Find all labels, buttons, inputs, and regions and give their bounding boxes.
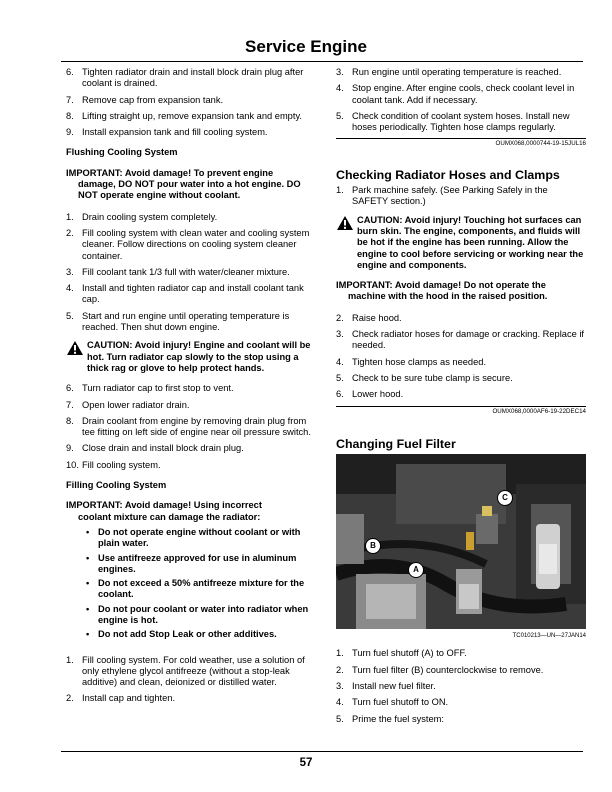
list-item <box>66 228 318 262</box>
bullet-text: Do not exceed a 50% antifreeze mixture for the coolant. <box>98 578 305 600</box>
important-line-2: machine with the hood in the raised position. <box>348 291 548 302</box>
caution-text: CAUTION: Avoid injury! Engine and coolant will be hot. Turn radiator cap slowly to the stop using a thick rag or glove to help protect hands. <box>87 340 311 373</box>
header-rule <box>61 61 583 62</box>
list-item <box>66 400 318 411</box>
bullet-icon: • <box>86 629 90 640</box>
left-column <box>66 67 318 710</box>
step-text: Tighten radiator drain and install block drain plug after coolant is drained. <box>82 67 304 89</box>
step-text: Turn fuel shutoff (A) to OFF. <box>352 648 467 659</box>
list-item <box>336 357 586 368</box>
step-number: 6. <box>66 383 74 394</box>
hoses-steps-b <box>336 313 586 401</box>
list-item <box>336 389 586 400</box>
list-item <box>336 373 586 384</box>
step-number: 3. <box>336 681 344 692</box>
step-number: 3. <box>66 266 74 277</box>
warning-icon <box>336 215 354 271</box>
step-text: Fill cooling system with clean water and cooling system cleaner. Follow directions on cooling system cleaner container. <box>82 227 310 261</box>
bullet-item <box>86 553 318 576</box>
step-text: Park machine safely. (See Parking Safely in the SAFETY section.) <box>352 185 548 207</box>
list-item <box>336 648 586 659</box>
list-item <box>336 111 586 134</box>
bullet-item <box>86 578 318 601</box>
list-item <box>66 95 318 106</box>
step-number: 2. <box>336 312 344 323</box>
list-item <box>66 311 318 334</box>
step-number: 5. <box>336 372 344 383</box>
step-text: Prime the fuel system: <box>352 713 444 724</box>
list-item <box>336 665 586 676</box>
step-text: Drain coolant from engine by removing drain plug from tee fitting on left side of engine near oil pressure switch. <box>82 415 311 438</box>
step-text: Lower hood. <box>352 389 404 400</box>
callout-b: B <box>365 538 381 554</box>
step-text: Turn fuel shutoff to ON. <box>352 697 449 708</box>
step-number: 2. <box>66 693 74 704</box>
step-text: Check condition of coolant system hoses. Install new hoses periodically. Tighten hose clamps regularly. <box>352 110 570 133</box>
step-text: Check radiator hoses for damage or cracking. Replace if needed. <box>352 329 585 351</box>
bullet-icon: • <box>86 526 90 537</box>
step-text: Fill coolant tank 1/3 full with water/cleaner mixture. <box>82 266 290 277</box>
step-number: 10. <box>66 459 79 470</box>
hoses-steps-a <box>336 185 586 208</box>
important-line-1: IMPORTANT: Avoid damage! Do not operate the <box>336 280 546 291</box>
list-item <box>336 681 586 692</box>
caution-hot-coolant <box>66 340 318 374</box>
step-number: 6. <box>336 389 344 400</box>
list-item <box>336 697 586 708</box>
bullet-text: Do not add Stop Leak or other additives. <box>98 629 277 640</box>
step-text: Remove cap from expansion tank. <box>82 94 224 105</box>
step-number: 8. <box>66 415 74 426</box>
step-text: Drain cooling system completely. <box>82 211 218 222</box>
left-steps-d <box>66 655 318 705</box>
step-number: 9. <box>66 443 74 454</box>
page-title: Service Engine <box>245 37 367 56</box>
step-text: Raise hood. <box>352 312 402 323</box>
step-text: Install and tighten radiator cap and install coolant tank cap. <box>82 283 304 305</box>
list-item <box>336 185 586 208</box>
step-text: Lifting straight up, remove expansion tank and empty. <box>82 110 302 121</box>
callout-c: C <box>497 490 513 506</box>
page-number: 57 <box>299 757 313 769</box>
caution-hot-surfaces <box>336 215 586 271</box>
bullet-item <box>86 604 318 627</box>
bullet-icon: • <box>86 603 90 614</box>
step-number: 2. <box>66 227 74 238</box>
step-number: 1. <box>66 211 74 222</box>
list-item <box>66 460 318 471</box>
hoses-heading: Checking Radiator Hoses and Clamps <box>336 167 560 182</box>
right-column <box>336 67 586 730</box>
list-item <box>66 283 318 306</box>
list-item <box>336 313 586 324</box>
step-number: 1. <box>66 654 74 665</box>
right-steps-a <box>336 67 586 133</box>
list-item <box>66 267 318 278</box>
step-number: 2. <box>336 664 344 675</box>
step-number: 8. <box>66 110 74 121</box>
step-text: Install new fuel filter. <box>352 681 436 692</box>
step-text: Install expansion tank and fill cooling system. <box>82 127 268 138</box>
step-text: Fill cooling system. <box>82 459 161 470</box>
list-item <box>66 693 318 704</box>
list-item <box>336 714 586 725</box>
flushing-heading: Flushing Cooling System <box>66 147 178 158</box>
step-text: Start and run engine until operating temperature is reached. Then shut down engine. <box>82 310 290 333</box>
flushing-important <box>66 168 318 202</box>
list-item <box>336 67 586 78</box>
filling-heading: Filling Cooling System <box>66 480 167 491</box>
step-text: Open lower radiator drain. <box>82 399 190 410</box>
warning-icon <box>66 340 84 374</box>
list-item <box>66 443 318 454</box>
list-item <box>336 329 586 352</box>
fuel-filter-photo <box>336 454 586 629</box>
step-number: 5. <box>66 310 74 321</box>
step-text: Run engine until operating temperature is reached. <box>352 67 562 77</box>
bullet-text: Do not operate engine without coolant or with plain water. <box>98 526 301 549</box>
step-number: 4. <box>336 697 344 708</box>
list-item <box>66 416 318 439</box>
list-item <box>66 212 318 223</box>
fuel-steps <box>336 648 586 724</box>
step-number: 3. <box>336 329 344 340</box>
step-number: 6. <box>66 67 74 77</box>
bullet-text: Use antifreeze approved for use in aluminum engines. <box>98 552 297 574</box>
step-number: 7. <box>66 399 74 410</box>
bullet-icon: • <box>86 552 90 563</box>
step-number: 1. <box>336 648 344 659</box>
step-text: Fill cooling system. For cold weather, use a solution of only ethylene glycol antifreeze (without a stop-leak additive) and clean, deionized or distilled water. <box>82 654 305 688</box>
step-text: Tighten hose clamps as needed. <box>352 356 487 367</box>
left-steps-b <box>66 212 318 334</box>
step-number: 4. <box>66 283 74 294</box>
important-line-1: IMPORTANT: Avoid damage! To prevent engine <box>66 167 274 178</box>
step-number: 4. <box>336 83 344 94</box>
footer-rule <box>61 751 583 752</box>
callout-a: A <box>408 562 424 578</box>
list-item <box>66 655 318 689</box>
list-item <box>66 111 318 122</box>
bullet-text: Do not pour coolant or water into radiator when engine is hot. <box>98 603 309 625</box>
step-text: Turn fuel filter (B) counterclockwise to remove. <box>352 664 544 675</box>
step-number: 3. <box>336 67 344 77</box>
step-text: Turn radiator cap to first stop to vent. <box>82 383 234 394</box>
fuel-heading: Changing Fuel Filter <box>336 436 456 451</box>
step-text: Check to be sure tube clamp is secure. <box>352 372 513 383</box>
hoses-important <box>336 280 586 303</box>
filling-bullets <box>66 527 318 641</box>
list-item <box>66 127 318 138</box>
step-number: 9. <box>66 127 74 138</box>
step-text: Close drain and install block drain plug. <box>82 443 244 454</box>
important-line-2: damage, DO NOT pour water into a hot engine. DO NOT operate engine without coolant. <box>78 179 301 201</box>
step-number: 1. <box>336 185 344 196</box>
step-text: Install cap and tighten. <box>82 693 176 704</box>
bullet-icon: • <box>86 578 90 589</box>
list-item <box>336 83 586 106</box>
filling-important <box>66 500 318 523</box>
bullet-item <box>86 629 318 640</box>
step-text: Stop engine. After engine cools, check coolant level in coolant tank. Add if necessary. <box>352 83 575 105</box>
list-item <box>66 67 318 90</box>
list-item <box>66 383 318 394</box>
photo-reference-code: TC010213—UN—27JAN14 <box>512 633 586 640</box>
important-line-1: IMPORTANT: Avoid damage! Using incorrect <box>66 500 262 511</box>
step-number: 5. <box>336 713 344 724</box>
reference-code: OUMX068,0000AF6-19-22DEC14 <box>492 407 586 415</box>
left-steps-c <box>66 383 318 471</box>
step-number: 4. <box>336 356 344 367</box>
reference-code: OUMX068,0000744-19-15JUL16 <box>495 140 586 148</box>
step-number: 5. <box>336 110 344 121</box>
caution-text: CAUTION: Avoid injury! Touching hot surfaces can burn skin. The engine, components, and fluids will be hot if the engine has been running. Allow the engine to cool before servicing or working near the engine and components. <box>357 214 584 270</box>
step-number: 7. <box>66 94 74 105</box>
important-line-2: coolant mixture can damage the radiator: <box>78 511 261 522</box>
bullet-item <box>86 527 318 550</box>
left-steps-a <box>66 67 318 138</box>
